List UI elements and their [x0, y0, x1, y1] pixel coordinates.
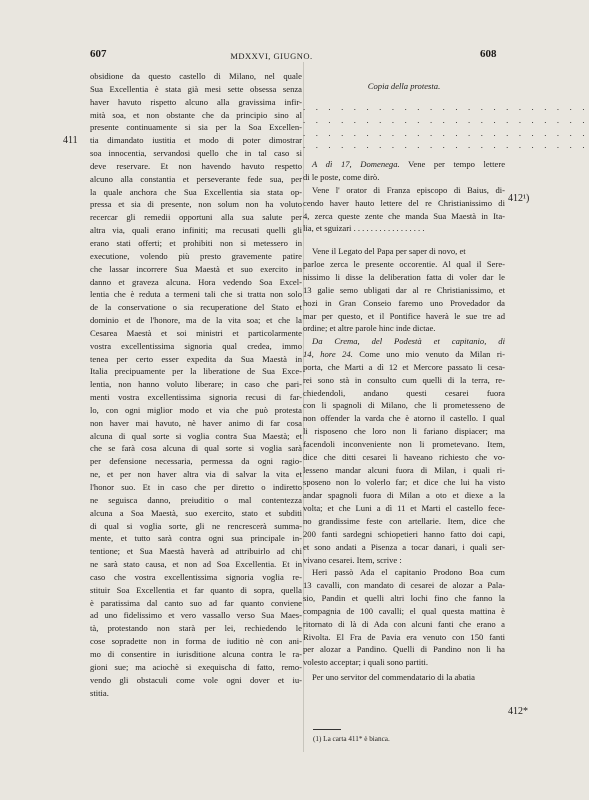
- text-line: lentia, non hanno voluto liberare; in caso che pari-: [90, 379, 302, 390]
- text-line: executione, volendo più presto gravemente patire: [90, 250, 302, 261]
- text-line: no grandissime feste con artellarie. Item, dice che: [303, 516, 505, 526]
- text-line: Heri passò Ada el capitanio Prodono Boa cum: [312, 567, 505, 578]
- ellipsis-row: . . . . . . . . . . . . . . . . . . . . . . .: [303, 114, 589, 125]
- running-header: MDXXVI, GIUGNO.: [230, 51, 313, 61]
- text-line: volta; et che Luni a dì 11 et Marti el castello fece-: [303, 503, 505, 514]
- text-line: 13 galie semo ubligati dar al re Christianissimo, et: [303, 284, 505, 295]
- text-line: di le poste, come dirò.: [303, 172, 380, 183]
- text-line: l'honor suo. Et in caso che per diretto o indiretto: [90, 482, 302, 492]
- text-line: mo di consentire in iurisditione alcuna contra le ra-: [90, 648, 302, 659]
- text-line: et sono andati a Pisenza a tocar danari, i quali ser-: [303, 541, 505, 552]
- text-line: de la conservatione o sia recuperatione del Stato et: [90, 302, 302, 313]
- text-line: tà, protestando non starà per lei, rechiedendo le: [90, 623, 302, 634]
- text-line: per alozar a Pandino. Quelli di Pandino non li ha: [303, 644, 505, 655]
- text-line: alcuna a Soa Maestà, suo exercito, stato et subditi: [90, 507, 302, 518]
- text-line: ad uno fidelissimo et vero vassallo verso Sua Maes-: [90, 610, 302, 621]
- paragraph-crema: [303, 361, 505, 567]
- text-line: caso che vostra excellentissima signoria voglia re-: [90, 571, 302, 582]
- text-line: non haver mai havuto, nè haver animo di far cosa: [90, 417, 302, 428]
- text-line: cendo haver hauto lettere del re Christianissimo di: [303, 197, 505, 208]
- text-line: vendo gli obstaculi come vole ogni dover et iu-: [90, 674, 302, 685]
- text-line: li risposeno che loro non li fariano dispiacer; ma: [303, 426, 505, 437]
- text-line: ritornato di là di Ada con alcuni fanti che erano a: [303, 618, 505, 629]
- text-line: alcuno alla constantia et perseverante fede sua, per: [90, 173, 302, 184]
- text-line: Vene l' orator di Franza episcopo di Baius, di-: [312, 184, 505, 195]
- text-line: Italia precipuamente per la liberatione de Sua Exce-: [90, 366, 302, 377]
- text-line: erano stati offerti; et prohibiti non si metessero in: [90, 237, 302, 248]
- text-line: altra via, quali erano infiniti; ma recusati quelli gli: [90, 225, 302, 236]
- text-line: mità soa, et non obstante che da principio sino al: [90, 109, 302, 120]
- text-line: gioni sue; ma aciochè si exequischa di fatto, remo-: [90, 661, 302, 672]
- footnote: (1) La carta 411* è bianca.: [313, 735, 390, 743]
- text-line: andar spagnoli fuora di Milan a oto et diexe a la: [303, 490, 505, 501]
- paragraph-ada: [303, 566, 505, 669]
- paragraph-last: Per uno servitor del commendatario di la abatia: [312, 672, 475, 683]
- text-line: volesto acceptar; i quali sono partiti.: [303, 657, 429, 668]
- footnote-rule: [313, 729, 341, 730]
- text-line: ne sarà stato causa, et non ad Soa Excellentia. Et in: [90, 559, 302, 570]
- text-line: la quale anchora che Sua Excellentia sia stata op-: [90, 186, 302, 197]
- text-line: che lassar incorrere Sua Maestà et suo exercito in: [90, 263, 302, 274]
- text-line: ne, et per non haver altra via di salvar la vita et: [90, 469, 302, 480]
- text-line: recercar gli remedii opportuni alla sua salute per: [90, 212, 302, 223]
- text-line: lia, et sguizari . . . . . . . . . . . . . . . . .: [303, 223, 425, 234]
- margin-note-412-b: 412*: [508, 706, 528, 717]
- text-line: tenea per certo esser expedita da Sua Maestà in: [90, 353, 302, 364]
- ellipsis-row: . . . . . . . . . . . . . . . . . . . . . . .: [303, 140, 589, 151]
- text-line: vivano cesarei. Item, scrive :: [303, 554, 402, 565]
- text-line: haver havuto rispetto alcuno alla gravissima infir-: [90, 96, 302, 107]
- ellipsis-row: . . . . . . . . . . . . . . . . . . . . . . .: [303, 127, 589, 138]
- protest-heading: Copia della protesta.: [367, 81, 441, 91]
- entry-date-17-label: A dì 17, Domenega.: [312, 159, 400, 170]
- text-line: 200 fanti sardegni schiopetieri hanno fatto doi capi,: [303, 528, 505, 539]
- text-line: 4, zerca queste zente che manda Sua Maestà in Ita-: [303, 210, 505, 221]
- text-line: rei sono stà in consulto cum quelli di la terra, re-: [303, 374, 505, 385]
- text-line: tia dimandato iustitia et modo di poter dimostrar: [90, 135, 302, 146]
- text-line: di qual si voglia sorte, gli ne rencrescerà summa-: [90, 520, 302, 531]
- text-line: facendoli inconveniente non li prometevano. Item,: [303, 438, 505, 449]
- crema-heading-line2: [303, 348, 505, 361]
- text-line: Cesarea Maestà et soi ministri et particolarmente: [90, 327, 302, 338]
- text-line: cose sopradette non in forma de iuditio nè con ani-: [90, 636, 302, 647]
- text-line: con li spagnoli di Milano, che li prometesseno de: [303, 400, 505, 411]
- text-line: ne seguisca danno, preiuditio o mal contentezza: [90, 494, 302, 505]
- text-line: per defensione necessaria, permessa da ogni ragio-: [90, 456, 302, 467]
- text-line: nissimo li disse la deliberation fatta di voler dar le: [303, 271, 505, 282]
- text-line: sposeno non lo volerlo far; et dice che lui ha visto: [303, 477, 505, 488]
- text-line: sio, Pandin et quelli altri lochi fino che fanno la: [303, 593, 505, 604]
- text-line: ordine; et altre parole hinc inde dictae.: [303, 323, 436, 334]
- text-line: 13 cavalli, con mandato di cesarei de alozar a Pala-: [303, 580, 505, 591]
- text-line: tentione; et Sua Maestà haverà ad attribuirlo ad chi: [90, 546, 302, 557]
- text-line: non offender la varda che è atorno il castello. I qual: [303, 413, 505, 424]
- text-line: presente continuamente si sia per la Soa Excellen-: [90, 122, 302, 133]
- text-line: dice che ditti cesarei li haveano richiesto che vo-: [303, 451, 505, 462]
- text-line: stitia.: [90, 687, 109, 698]
- text-line: Rivolta. El Fra de Pavia era venuto con 150 fanti: [303, 631, 505, 642]
- text-line: che se farà cosa alcuna di qual sorte si voglia sarà: [90, 443, 302, 454]
- text-line: porta, che Marti a dì 12 et Mercore passato li cesa-: [303, 361, 505, 372]
- text-line: pressa et sia di presente, non solum non ha voluto: [90, 199, 302, 210]
- text-line: dominio et de l'honore, ma de la vita soa; et che la: [90, 315, 302, 326]
- entry-date-17-text: Vene per tempo lettere: [399, 159, 506, 170]
- entry-date-17: [303, 158, 505, 171]
- text-line: lo, con ogni miglior modo et via che può protesta: [90, 404, 302, 415]
- paragraph-orator: [303, 171, 505, 235]
- text-line: Sua Excellentia è stata già mesi sette obsessa senza: [90, 83, 302, 94]
- ellipsis-row: . . . . . . . . . . . . . . . . . . . . . . .: [303, 101, 589, 112]
- text-line: lentia che è reduta a termeni tali che si tratta non solo: [90, 289, 302, 300]
- text-line: vostra excellentissima signoria qual credea, immo: [90, 340, 302, 351]
- text-line: soa innocentia, servandosi quello che in tal caso si: [90, 148, 302, 159]
- left-page-number: 607: [90, 48, 107, 60]
- text-line: alcuna di qual sorte si voglia contra Sua Maestà; et: [90, 430, 302, 441]
- text-line: chiedendoli, andano questi cesarei fuora: [303, 387, 505, 398]
- paragraph-legato: [303, 258, 505, 335]
- left-column: [90, 70, 302, 699]
- text-line: compagnia de 100 cavalli; el qual questa mattina è: [303, 605, 505, 616]
- text-line: stituir Soa Excellentia et far quanto di sopra, quella: [90, 584, 302, 595]
- text-line: mar per questo, et il Pontifice haverà le sue tre ad: [303, 310, 505, 321]
- text-line: obsidione da questo castello di Milano, nel quale: [90, 71, 302, 81]
- crema-hour: 14, hore 24.: [303, 349, 353, 360]
- text-line: parloe zerca le presente occorentie. Al qual il Sere-: [303, 259, 505, 270]
- text-line: mente, et tutto sarà contra ogni sua principale in-: [90, 533, 302, 544]
- margin-note-412-a: 412¹): [508, 193, 530, 204]
- text-line: danno et graveza alcuna. Hora vedendo Soa Excel-: [90, 276, 302, 287]
- text-line: è paratissima dal canto suo ad far quanto conviene: [90, 597, 302, 608]
- right-page-number: 608: [480, 48, 497, 60]
- text-line: hozi in Gran Conseio faremo uno Provedador da: [303, 297, 505, 308]
- text-line: menti vostra excellentissima signoria recusi di far-: [90, 392, 302, 403]
- crema-text: Come uno mio venuto da Milan ri-: [352, 349, 505, 360]
- margin-note-411: 411: [63, 135, 78, 146]
- text-line: lesseno mandar alcuni fuora di Milan, i quali ri-: [303, 464, 505, 475]
- text-line: deve reservare. Et non havendo havuto respetto: [90, 160, 302, 171]
- crema-heading: Da Crema, del Podestà et capitanio, di: [312, 336, 505, 347]
- paragraph-legato-first: Vene il Legato del Papa per saper di novo, et: [312, 246, 466, 257]
